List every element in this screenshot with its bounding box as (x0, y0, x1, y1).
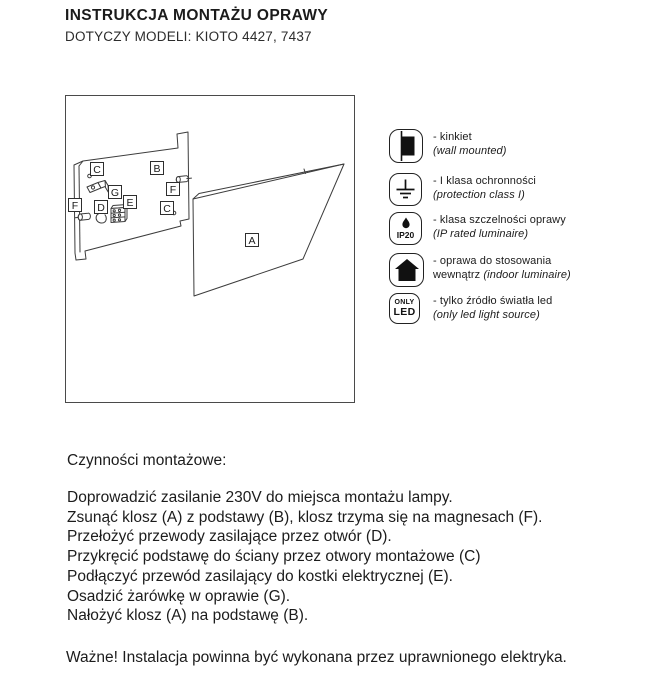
svg-text:B: B (153, 163, 161, 175)
legend-text-only-led: - tylko źródło światła led (only led light source) (433, 295, 553, 321)
step-line-4: Przykręcić podstawę do ściany przez otwory montażowe (C) (67, 548, 481, 566)
part-label-d (95, 201, 108, 215)
part-label-c-top (91, 163, 104, 177)
part-label-c-bottom (161, 202, 174, 216)
water-drop-icon (399, 217, 413, 230)
legend-text-wall-mounted: - kinkiet (wall mounted) (433, 131, 507, 157)
svg-text:C: C (93, 164, 101, 176)
only-label: ONLY (394, 299, 415, 306)
legend-row-only-led (389, 293, 552, 324)
legend-row-wall-mounted (389, 129, 507, 163)
step-line-6: Osadzić żarówkę w oprawie (G). (67, 587, 291, 605)
step-line-1: Doprowadzić zasilanie 230V do miejsca montażu lampy. (67, 489, 453, 506)
svg-text:D: D (97, 202, 105, 214)
legend-row-ip20 (389, 212, 566, 245)
legend-text-indoor: - oprawa do stosowania wewnątrz (indoor luminaire) (433, 255, 571, 281)
svg-text:F: F (169, 184, 177, 196)
svg-text:E: E (126, 197, 134, 209)
legend-row-indoor (389, 253, 571, 287)
step-line-2: Zsunąć klosz (A) z podstawy (B), klosz trzyma się na magnesach (F). (67, 508, 543, 526)
part-label-e (124, 196, 137, 210)
indoor-house-icon (389, 253, 424, 287)
svg-text:F: F (71, 200, 79, 212)
lampshade-drawing (193, 164, 344, 296)
only-led-icon (389, 293, 420, 324)
assembly-figure-box (65, 95, 355, 403)
assembly-diagram-svg (66, 96, 354, 402)
magnet-right-drawing (176, 176, 191, 183)
part-label-f-right (167, 183, 180, 197)
page-subtitle: DOTYCZY MODELI: KIOTO 4427, 7437 (65, 29, 312, 44)
svg-text:C: C (163, 203, 171, 215)
part-label-f-left (69, 199, 82, 213)
steps-heading: Czynności montażowe: (67, 452, 227, 469)
warning-text: Ważne! Instalacja powinna być wykonana przez uprawnionego elektryka. (66, 649, 567, 666)
step-line-7: Nałożyć klosz (A) na podstawę (B). (67, 607, 309, 625)
step-line-3: Przełożyć przewody zasilające przez otwór (D). (67, 528, 392, 546)
legend-row-protection-class (389, 173, 536, 206)
steps-section (67, 452, 542, 626)
wall-mounted-icon (389, 129, 423, 163)
part-label-g (109, 186, 122, 200)
legend-text-protection-class: - I klasa ochronności (protection class I) (433, 175, 536, 201)
legend-text-ip20: - klasa szczelności oprawy (IP rated luminaire) (433, 214, 566, 240)
svg-text:A: A (248, 235, 256, 247)
ip20-icon (389, 212, 422, 245)
led-label: LED (393, 306, 416, 318)
protection-class-1-icon (389, 173, 422, 206)
ip20-label: IP20 (396, 230, 415, 240)
page-title: INSTRUKCJA MONTAŻU OPRAWY (65, 7, 329, 24)
step-line-5: Podłączyć przewód zasilający do kostki elektrycznej (E). (67, 567, 453, 585)
svg-text:G: G (110, 187, 120, 199)
header (65, 7, 328, 44)
part-label-a (246, 234, 259, 248)
part-label-b (151, 162, 164, 176)
